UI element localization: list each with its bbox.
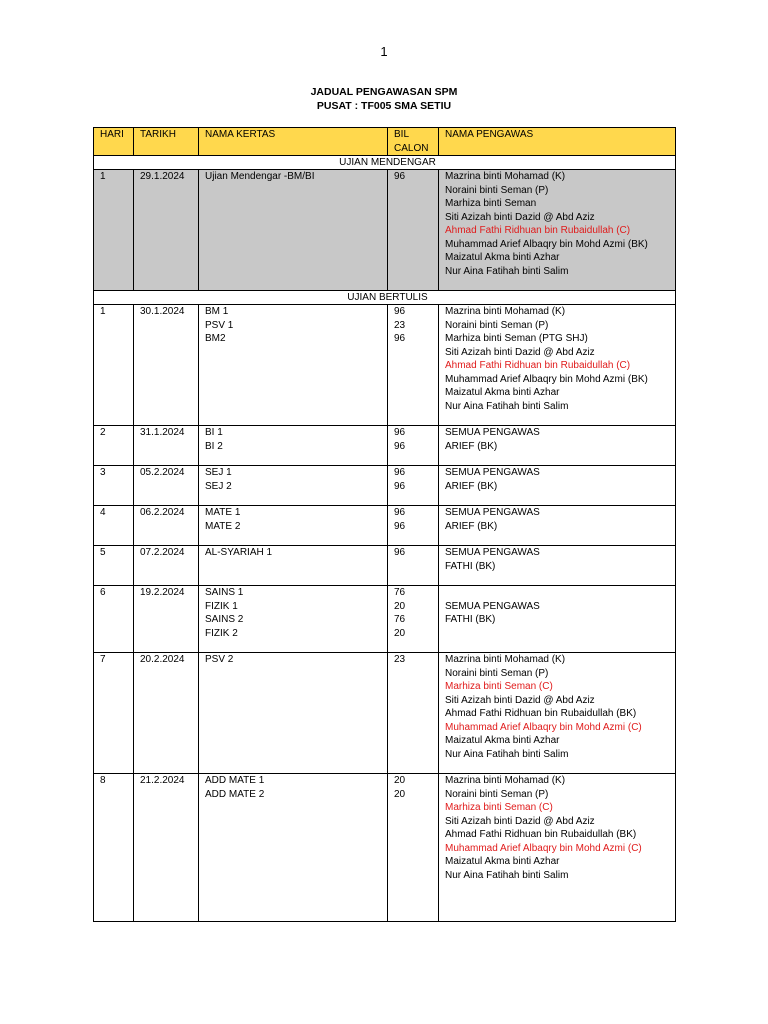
cell-nama-kertas — [199, 546, 388, 586]
cell-bil-calon — [388, 466, 439, 506]
cell-line: Siti Azizah binti Dazid @ Abd Aziz — [445, 815, 595, 827]
cell-bil-calon — [388, 653, 439, 774]
cell-tarikh: 07.2.2024 — [134, 546, 199, 586]
cell-nama-kertas — [199, 466, 388, 506]
cell-line: 96 — [394, 547, 406, 558]
cell-line: Nur Aina Fatihah binti Salim — [445, 869, 569, 881]
cell-line: Maizatul Akma binti Azhar — [445, 856, 560, 867]
cell-line: BI 2 — [205, 440, 223, 452]
document-subtitle: PUSAT : TF005 SMA SETIU — [316, 100, 452, 112]
cell-line: Muhammad Arief Albaqry bin Mohd Azmi (C) — [445, 721, 642, 733]
cell-bil-calon — [388, 546, 439, 586]
cell-line: 76 — [394, 587, 406, 598]
section-row-bertulis — [94, 291, 676, 305]
cell-nama-kertas — [199, 653, 388, 774]
schedule-table — [93, 127, 676, 922]
cell-line: Marhiza binti Seman (PTG SHJ) — [445, 333, 588, 344]
cell-line: SAINS 2 — [205, 614, 244, 625]
cell-tarikh: 20.2.2024 — [134, 653, 199, 774]
cell-line: Noraini binti Seman (P) — [445, 667, 549, 679]
page-number: 1 — [380, 44, 388, 59]
cell-line: Mazrina binti Mohamad (K) — [445, 775, 566, 786]
cell-line: 20 — [394, 788, 406, 800]
cell-line: Maizatul Akma binti Azhar — [445, 387, 560, 398]
cell-tarikh: 19.2.2024 — [134, 586, 199, 653]
table-row — [94, 546, 676, 586]
cell-line: 76 — [394, 614, 406, 625]
cell-line: 96 — [394, 507, 406, 518]
cell-bil-calon — [388, 170, 439, 291]
document-title: JADUAL PENGAWASAN SPM — [310, 86, 458, 98]
cell-line: BM 1 — [205, 306, 229, 317]
cell-line: 96 — [394, 427, 406, 438]
cell-line: Maizatul Akma binti Azhar — [445, 252, 560, 263]
cell-hari: 6 — [94, 586, 134, 653]
cell-nama-pengawas — [439, 586, 676, 653]
cell-line: ARIEF (BK) — [445, 520, 498, 532]
cell-line: Muhammad Arief Albaqry bin Mohd Azmi (BK) — [445, 238, 648, 250]
cell-line: 96 — [394, 333, 406, 344]
header-hari: HARI — [94, 128, 134, 156]
cell-line: FATHI (BK) — [445, 560, 496, 572]
cell-line: Noraini binti Seman (P) — [445, 319, 549, 331]
cell-nama-kertas — [199, 305, 388, 426]
cell-line: 96 — [394, 467, 406, 478]
cell-line: Siti Azizah binti Dazid @ Abd Aziz — [445, 346, 595, 358]
cell-line: Noraini binti Seman (P) — [445, 184, 549, 196]
cell-line: FIZIK 2 — [205, 627, 238, 639]
cell-line: ADD MATE 1 — [205, 775, 265, 786]
cell-nama-pengawas — [439, 546, 676, 586]
cell-line: Ahmad Fathi Ridhuan bin Rubaidullah (C) — [445, 225, 631, 236]
cell-line: SEMUA PENGAWAS — [445, 427, 540, 438]
cell-line: 20 — [394, 775, 406, 786]
table-header-row — [94, 128, 676, 156]
cell-line: SEMUA PENGAWAS — [445, 507, 540, 518]
cell-bil-calon — [388, 506, 439, 546]
cell-line: Siti Azizah binti Dazid @ Abd Aziz — [445, 211, 595, 223]
cell-hari: 1 — [94, 305, 134, 426]
cell-bil-calon — [388, 426, 439, 466]
cell-line — [445, 586, 675, 600]
cell-nama-pengawas — [439, 774, 676, 922]
cell-line: SEMUA PENGAWAS — [445, 547, 540, 558]
cell-line: Mazrina binti Mohamad (K) — [445, 654, 566, 665]
cell-line: Mazrina binti Mohamad (K) — [445, 306, 566, 317]
cell-line: Noraini binti Seman (P) — [445, 788, 549, 800]
cell-nama-kertas — [199, 586, 388, 653]
cell-line: 96 — [394, 171, 406, 182]
cell-line: 96 — [394, 306, 406, 317]
cell-tarikh: 30.1.2024 — [134, 305, 199, 426]
cell-tarikh: 06.2.2024 — [134, 506, 199, 546]
cell-hari: 1 — [94, 170, 134, 291]
cell-line: Marhiza binti Seman — [445, 198, 537, 209]
table-row — [94, 653, 676, 774]
cell-line: FIZIK 1 — [205, 600, 238, 612]
cell-line: SEJ 1 — [205, 467, 232, 478]
cell-line: Ujian Mendengar -BM/BI — [205, 171, 315, 182]
cell-line: Ahmad Fathi Ridhuan bin Rubaidullah (BK) — [445, 708, 637, 719]
header-nama-kertas: NAMA KERTAS — [199, 128, 388, 156]
section-label: UJIAN MENDENGAR — [94, 156, 676, 170]
header-bil-calon: BIL CALON — [388, 128, 439, 156]
cell-nama-pengawas — [439, 305, 676, 426]
cell-tarikh: 29.1.2024 — [134, 170, 199, 291]
cell-line: ADD MATE 2 — [205, 788, 265, 800]
header-tarikh: TARIKH — [134, 128, 199, 156]
cell-line: 96 — [394, 520, 406, 532]
cell-line: ARIEF (BK) — [445, 480, 498, 492]
table-row — [94, 170, 676, 291]
table-row — [94, 774, 676, 922]
cell-nama-pengawas — [439, 170, 676, 291]
cell-nama-kertas — [199, 774, 388, 922]
section-row-mendengar — [94, 156, 676, 170]
cell-line: 20 — [394, 627, 406, 639]
table-row — [94, 426, 676, 466]
cell-line: 96 — [394, 480, 406, 492]
cell-line: BM2 — [205, 333, 226, 344]
cell-line: 23 — [394, 319, 406, 331]
cell-line: Muhammad Arief Albaqry bin Mohd Azmi (BK) — [445, 373, 648, 385]
cell-line: MATE 2 — [205, 520, 241, 532]
cell-line: Nur Aina Fatihah binti Salim — [445, 400, 569, 412]
cell-line: BI 1 — [205, 427, 223, 438]
cell-line: Nur Aina Fatihah binti Salim — [445, 265, 569, 277]
cell-nama-pengawas — [439, 426, 676, 466]
cell-line: SEJ 2 — [205, 480, 232, 492]
cell-line: PSV 2 — [205, 654, 234, 665]
cell-nama-kertas — [199, 426, 388, 466]
cell-hari: 2 — [94, 426, 134, 466]
cell-line: Marhiza binti Seman (C) — [445, 681, 553, 692]
cell-line: Muhammad Arief Albaqry bin Mohd Azmi (C) — [445, 842, 642, 854]
cell-line: AL-SYARIAH 1 — [205, 547, 273, 558]
cell-line: Mazrina binti Mohamad (K) — [445, 171, 566, 182]
table-row — [94, 466, 676, 506]
cell-line: SAINS 1 — [205, 587, 244, 598]
cell-nama-kertas — [199, 170, 388, 291]
cell-line: Ahmad Fathi Ridhuan bin Rubaidullah (C) — [445, 360, 631, 371]
cell-line: 23 — [394, 654, 406, 665]
cell-line: SEMUA PENGAWAS — [445, 600, 540, 612]
cell-nama-pengawas — [439, 653, 676, 774]
cell-line: Maizatul Akma binti Azhar — [445, 735, 560, 746]
cell-hari: 3 — [94, 466, 134, 506]
cell-tarikh: 21.2.2024 — [134, 774, 199, 922]
cell-tarikh: 05.2.2024 — [134, 466, 199, 506]
header-nama-pengawas: NAMA PENGAWAS — [439, 128, 676, 156]
cell-line: Nur Aina Fatihah binti Salim — [445, 748, 569, 760]
cell-hari: 8 — [94, 774, 134, 922]
cell-line: 96 — [394, 440, 406, 452]
cell-nama-pengawas — [439, 466, 676, 506]
cell-line: Marhiza binti Seman (C) — [445, 802, 553, 813]
cell-line: FATHI (BK) — [445, 614, 496, 625]
cell-line: MATE 1 — [205, 507, 241, 518]
cell-line: ARIEF (BK) — [445, 440, 498, 452]
cell-tarikh: 31.1.2024 — [134, 426, 199, 466]
cell-hari: 7 — [94, 653, 134, 774]
section-label: UJIAN BERTULIS — [94, 291, 676, 305]
cell-bil-calon — [388, 586, 439, 653]
cell-hari: 5 — [94, 546, 134, 586]
cell-line: Siti Azizah binti Dazid @ Abd Aziz — [445, 694, 595, 706]
table-row — [94, 586, 676, 653]
table-row — [94, 305, 676, 426]
cell-line: SEMUA PENGAWAS — [445, 467, 540, 478]
cell-line: Ahmad Fathi Ridhuan bin Rubaidullah (BK) — [445, 829, 637, 840]
cell-line: PSV 1 — [205, 319, 234, 331]
cell-hari: 4 — [94, 506, 134, 546]
cell-line: 20 — [394, 600, 406, 612]
cell-bil-calon — [388, 774, 439, 922]
cell-nama-kertas — [199, 506, 388, 546]
cell-nama-pengawas — [439, 506, 676, 546]
table-row — [94, 506, 676, 546]
cell-bil-calon — [388, 305, 439, 426]
